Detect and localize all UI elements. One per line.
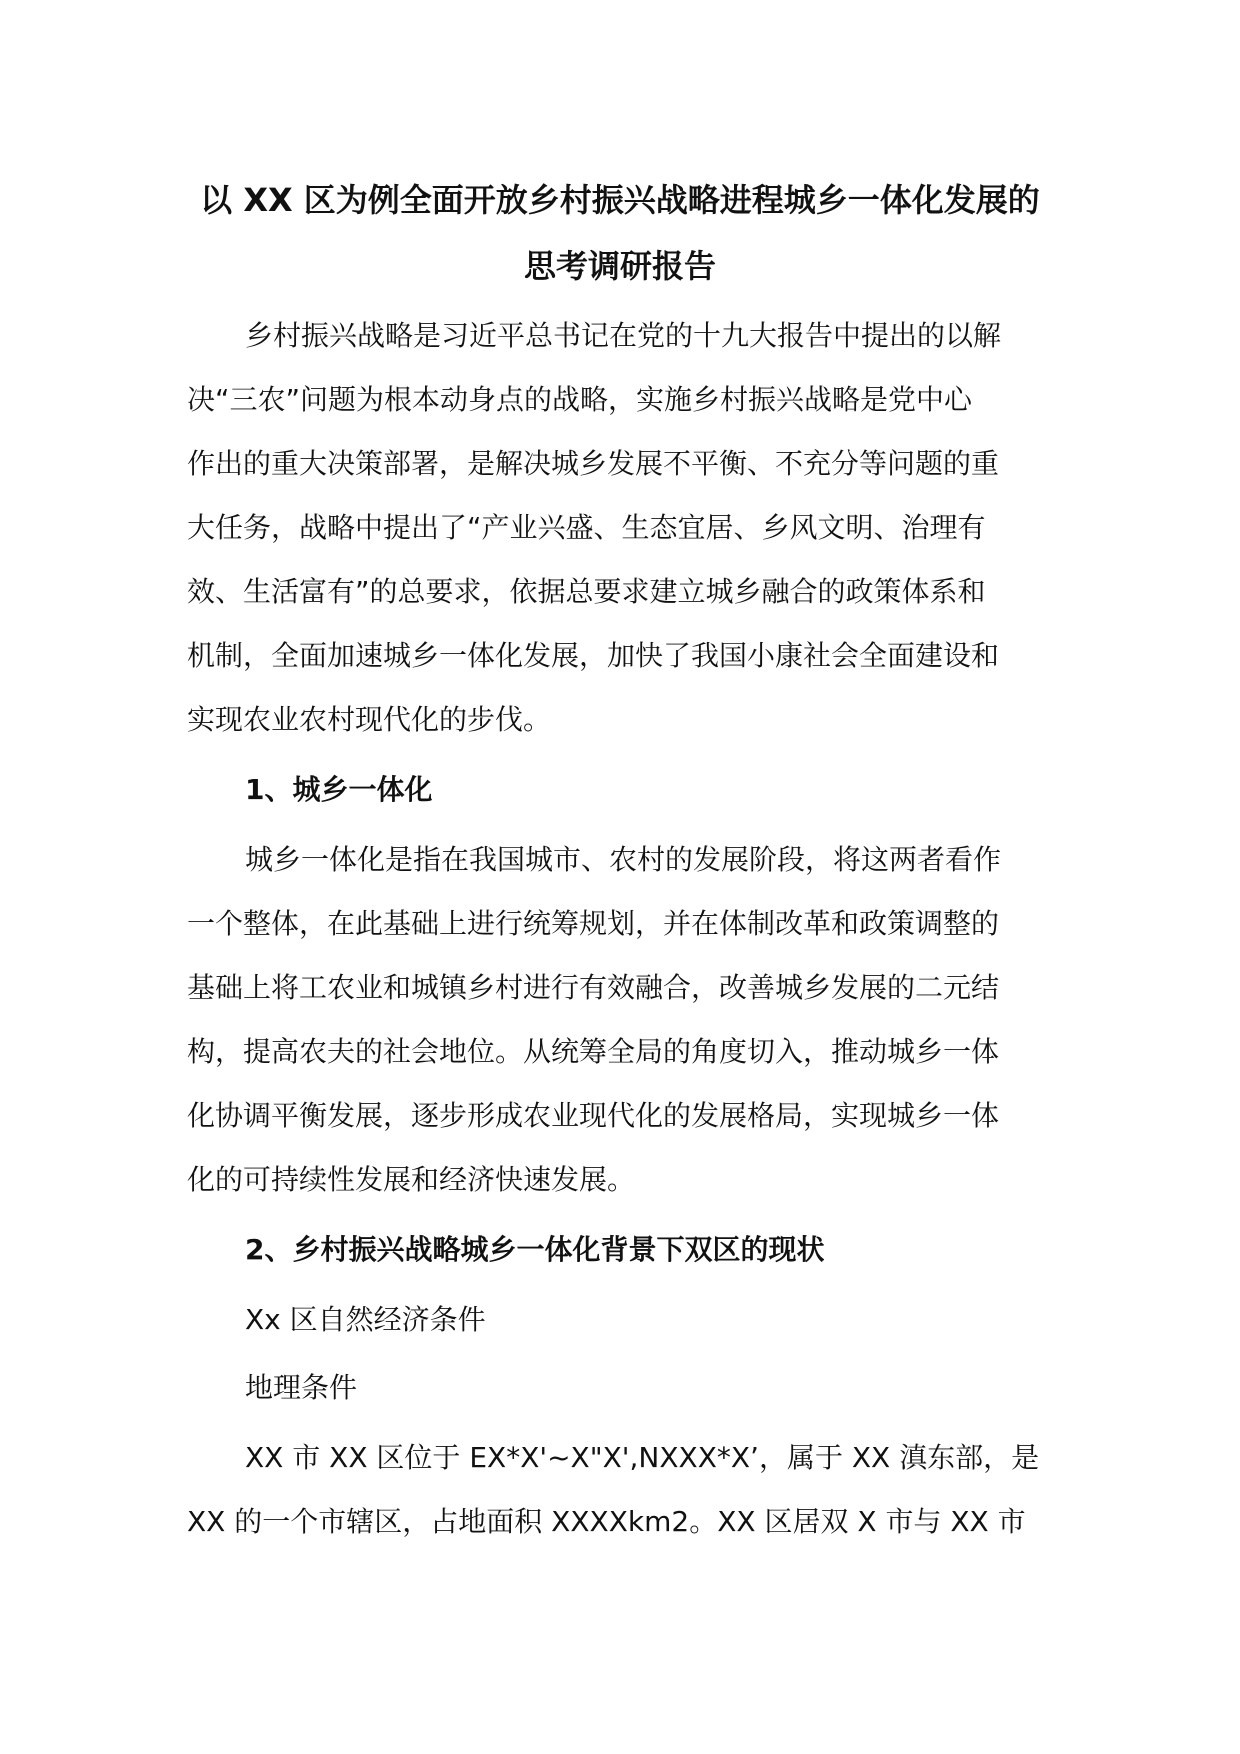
intro-line: 乡村振兴战略是习近平总书记在党的十九大报告中提出的以解	[245, 319, 1002, 352]
intro-line: 作出的重大决策部署，是解决城乡发展不平衡、不充分等问题的重	[187, 447, 1000, 480]
section-2-line: XX 的一个市辖区，占地面积 XXXXkm2。XX 区居双 X 市与 XX 市	[187, 1505, 1026, 1538]
section-1-heading: 1、城乡一体化	[245, 773, 433, 806]
section-2-heading: 2、乡村振兴战略城乡一体化背景下双区的现状	[245, 1233, 825, 1266]
section-1-line: 化的可持续性发展和经济快速发展。	[187, 1163, 636, 1196]
intro-line: 效、生活富有”的总要求，依据总要求建立城乡融合的政策体系和	[187, 575, 986, 608]
document-title-line-2: 思考调研报告	[523, 247, 716, 285]
section-1-line: 化协调平衡发展，逐步形成农业现代化的发展格局，实现城乡一体	[187, 1099, 1000, 1132]
section-1-line: 一个整体，在此基础上进行统筹规划，并在体制改革和政策调整的	[187, 907, 1000, 940]
intro-line: 大任务，战略中提出了“产业兴盛、生态宜居、乡风文明、治理有	[187, 511, 986, 544]
section-1-line: 基础上将工农业和城镇乡村进行有效融合，改善城乡发展的二元结	[187, 971, 1000, 1004]
intro-line: 决“三农”问题为根本动身点的战略，实施乡村振兴战略是党中心	[187, 383, 973, 416]
section-2-subheading: Xx 区自然经济条件	[245, 1303, 486, 1336]
intro-line: 机制，全面加速城乡一体化发展，加快了我国小康社会全面建设和	[187, 639, 1000, 672]
section-1-line: 构，提高农夫的社会地位。从统筹全局的角度切入，推动城乡一体	[187, 1035, 1000, 1068]
document-title-line-1: 以 XX 区为例全面开放乡村振兴战略进程城乡一体化发展的	[200, 181, 1040, 219]
intro-line: 实现农业农村现代化的步伐。	[187, 703, 552, 736]
section-2-line: XX 市 XX 区位于 EX*X'~X"X',NXXX*X’，属于 XX 滇东部，是	[245, 1441, 1040, 1474]
section-2-subheading: 地理条件	[245, 1371, 358, 1404]
section-1-line: 城乡一体化是指在我国城市、农村的发展阶段，将这两者看作	[245, 843, 1002, 876]
